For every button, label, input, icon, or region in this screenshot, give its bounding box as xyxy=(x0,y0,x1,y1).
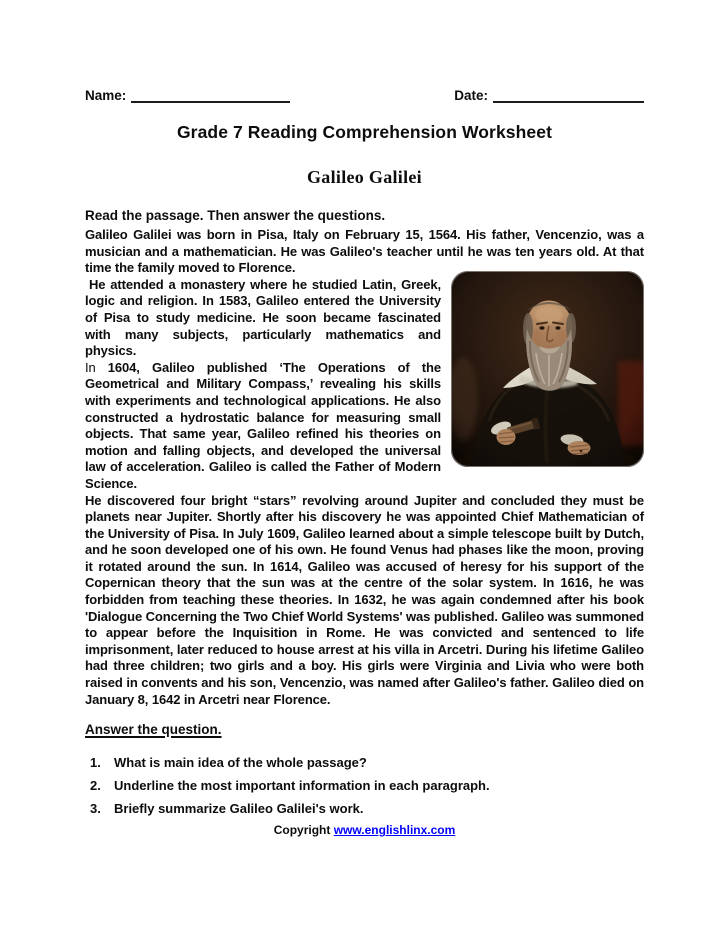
galileo-portrait-svg xyxy=(451,271,644,467)
passage-lead-word: In xyxy=(85,359,96,375)
question-number: 3. xyxy=(90,801,101,817)
copyright-footer xyxy=(85,823,644,837)
question-item-3 xyxy=(90,800,644,817)
name-date-row xyxy=(85,88,644,103)
question-list xyxy=(85,754,644,817)
name-field xyxy=(85,88,290,103)
passage-title: Galileo Galilei xyxy=(307,167,422,187)
question-item-2 xyxy=(90,777,644,794)
reading-passage xyxy=(85,227,644,708)
date-blank-line[interactable] xyxy=(493,90,644,103)
question-text: What is main idea of the whole passage? xyxy=(114,755,367,771)
date-label: Date: xyxy=(454,88,488,103)
answer-section-heading: Answer the question. xyxy=(85,722,222,738)
passage-paragraph-1: Galileo Galilei was born in Pisa, Italy on February 15, 1564. His father, Vencenzio, was a musician and a mathematician. He was Galileo's teacher until he was ten years old. At that time the family moved to Florence. xyxy=(85,227,644,276)
passage-paragraph-2: He attended a monastery where he studied Latin, Greek, logic and religion. In 1583, Galileo entered the University of Pisa to study medicine. He soon became fascinated with many subjects, particularly mathematics and physics. xyxy=(85,276,441,359)
question-number: 1. xyxy=(90,755,101,771)
page-title: Grade 7 Reading Comprehension Worksheet xyxy=(176,122,553,142)
question-text: Underline the most important information in each paragraph. xyxy=(114,778,490,794)
name-blank-line[interactable] xyxy=(131,90,290,103)
question-text: Briefly summarize Galileo Galilei's work. xyxy=(114,801,364,817)
question-item-1 xyxy=(90,754,644,771)
instruction-text: Read the passage. Then answer the questions. xyxy=(85,208,386,223)
passage-paragraph-3-text: 1604, Galileo published ‘The Operations of the Geometrical and Military Compass,’ revealing his skills with experiments and technological applications. He also constructed a hydrostatic balance for measuring small objects. That same year, Galileo refined his theories on motion and falling objects, and developed the universal law of acceleration. Galileo is called the Father of Modern Science. xyxy=(85,359,441,491)
copyright-label: Copyright xyxy=(273,823,331,838)
englishlinx-link[interactable]: www.englishlinx.com xyxy=(333,823,456,838)
name-label: Name: xyxy=(85,88,127,103)
question-number: 2. xyxy=(90,778,101,794)
date-field xyxy=(454,88,644,103)
passage-paragraph-4: He discovered four bright “stars” revolving around Jupiter and concluded they must be planets near Jupiter. Shortly after his discovery he was appointed Chief Mathematician of the University of Pisa. In July 1609, Galileo learned about a simple telescope built by Dutch, and he soon developed one of his own. He found Venus had phases like the moon, proving it rotated around the sun. In 1614, Galileo was accused of heresy for his support of the Copernican theory that the sun was at the centre of the solar system. In 1616, he was forbidden from teaching these theories. In 1632, he was again condemned after his book 'Dialogue Concerning the Two Chief World Systems' was published. Galileo was summoned to appear before the Inquisition in Rome. He was convicted and sentenced to life imprisonment, later reduced to house arrest at his villa in Arcetri. During his lifetime Galileo had three children; two girls and a boy. His girls were Virginia and Livia who were both raised in convents and his son, Vencenzio, was named after Galileo's father. Galileo died on January 8, 1642 in Arcetri near Florence. xyxy=(85,492,644,707)
galileo-portrait-image xyxy=(451,271,644,467)
